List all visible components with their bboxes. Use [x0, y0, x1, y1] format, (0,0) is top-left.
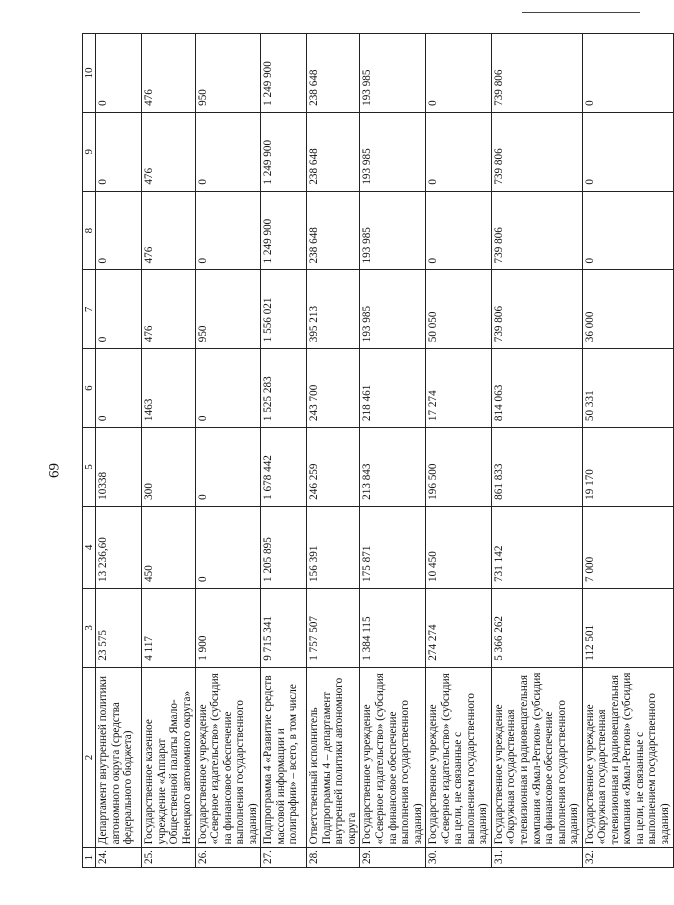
value-cell: 1 525 283: [261, 349, 307, 428]
value-cell: 13 236,60: [96, 506, 142, 588]
value-cell: 476: [142, 191, 195, 270]
value-cell: 739 806: [491, 112, 582, 191]
value-cell: 1 205 895: [261, 506, 307, 588]
value-cell: 218 461: [360, 349, 426, 428]
value-cell: 0: [96, 349, 142, 428]
value-cell: 1 678 442: [261, 428, 307, 507]
value-cell: 950: [195, 270, 261, 349]
value-cell: 1 556 021: [261, 270, 307, 349]
value-cell: 476: [142, 270, 195, 349]
page-number: 69: [46, 463, 63, 478]
value-cell: 9 715 341: [261, 588, 307, 667]
value-cell: 23 575: [96, 588, 142, 667]
value-cell: 10338: [96, 428, 142, 507]
value-cell: 300: [142, 428, 195, 507]
table-row: [426, 34, 492, 868]
value-cell: 0: [426, 112, 492, 191]
table-row: [142, 34, 195, 868]
value-cell: 17 274: [426, 349, 492, 428]
row-number: 28.: [307, 848, 360, 868]
header-cell: 7: [83, 270, 96, 349]
value-cell: 193 985: [360, 34, 426, 113]
table-row: [261, 34, 307, 868]
value-cell: 213 843: [360, 428, 426, 507]
value-cell: 0: [195, 191, 261, 270]
value-cell: 19 170: [582, 428, 673, 507]
value-cell: 739 806: [491, 270, 582, 349]
table-row: [195, 34, 261, 868]
value-cell: 0: [426, 191, 492, 270]
row-name: Ответственный исполнитель Подпрограммы 4 – департамент внутренней политики автономного округа: [307, 667, 360, 848]
value-cell: 246 259: [307, 428, 360, 507]
header-cell: 10: [83, 34, 96, 113]
value-cell: 1 249 900: [261, 191, 307, 270]
value-cell: 1 249 900: [261, 112, 307, 191]
value-cell: 193 985: [360, 112, 426, 191]
value-cell: 4 117: [142, 588, 195, 667]
rotated-table-content: [82, 33, 671, 868]
value-cell: 0: [195, 112, 261, 191]
value-cell: 0: [582, 112, 673, 191]
table-row: [491, 34, 582, 868]
value-cell: 238 648: [307, 34, 360, 113]
row-name: Государственное учреждение «Северное издательство» (субсидия на финансовое обеспечение выполнения государственного задания): [360, 667, 426, 848]
value-cell: 238 648: [307, 112, 360, 191]
value-cell: 0: [96, 112, 142, 191]
value-cell: 243 700: [307, 349, 360, 428]
value-cell: 0: [96, 191, 142, 270]
value-cell: 0: [195, 506, 261, 588]
value-cell: 10 450: [426, 506, 492, 588]
value-cell: 36 000: [582, 270, 673, 349]
value-cell: 112 501: [582, 588, 673, 667]
value-cell: 814 063: [491, 349, 582, 428]
table-row: [96, 34, 142, 868]
table-row: [307, 34, 360, 868]
header-cell: 9: [83, 112, 96, 191]
header-cell: 8: [83, 191, 96, 270]
value-cell: 0: [426, 34, 492, 113]
row-name: Государственное учреждение «Северное издательство» (субсидия на финансовое обеспечение выполнения государственного задания): [195, 667, 261, 848]
header-cell: 1: [83, 848, 96, 868]
top-rule: [522, 12, 640, 13]
budget-table: [82, 33, 674, 868]
value-cell: 50 331: [582, 349, 673, 428]
value-cell: 395 213: [307, 270, 360, 349]
value-cell: 476: [142, 34, 195, 113]
row-number: 25.: [142, 848, 195, 868]
header-cell: 4: [83, 506, 96, 588]
row-name: Государственное учреждение «Северное издательство» (субсидия на цели, не связанные с выполнением государственного задания): [426, 667, 492, 848]
value-cell: 476: [142, 112, 195, 191]
value-cell: 950: [195, 34, 261, 113]
header-cell: 5: [83, 428, 96, 507]
value-cell: 50 050: [426, 270, 492, 349]
value-cell: 0: [96, 34, 142, 113]
value-cell: 1 900: [195, 588, 261, 667]
value-cell: 0: [195, 428, 261, 507]
row-number: 26.: [195, 848, 261, 868]
header-cell: 2: [83, 667, 96, 848]
value-cell: 1463: [142, 349, 195, 428]
value-cell: 238 648: [307, 191, 360, 270]
header-cell: 3: [83, 588, 96, 667]
row-number: 32.: [582, 848, 673, 868]
row-name: Государственное учреждение «Окружная государственная телевизионная и радиовещательная компания «Ямал-Регион» (субсидия на финансовое обеспечение выполнения государственного задания): [491, 667, 582, 848]
row-name: Государственное учреждение «Окружная государственная телевизионная и радиовещательная компания «Ямал-Регион» (субсидия на цели, не связанные с выполнением государственного задания): [582, 667, 673, 848]
rotated-table-frame: [82, 33, 671, 868]
value-cell: 731 142: [491, 506, 582, 588]
row-name: Государственное казенное учреждение «Аппарат Общественной палаты Ямало-Ненецкого автономного округа»: [142, 667, 195, 848]
value-cell: 0: [582, 191, 673, 270]
row-name: Подпрограмма 4 «Развитие средств массовой информации и полиграфии» – всего, в том числе: [261, 667, 307, 848]
value-cell: 1 757 507: [307, 588, 360, 667]
row-number: 27.: [261, 848, 307, 868]
value-cell: 739 806: [491, 34, 582, 113]
value-cell: 0: [195, 349, 261, 428]
value-cell: 1 249 900: [261, 34, 307, 113]
value-cell: 0: [96, 270, 142, 349]
value-cell: 175 871: [360, 506, 426, 588]
table-row: [360, 34, 426, 868]
table-row: [582, 34, 673, 868]
row-number: 31.: [491, 848, 582, 868]
value-cell: 193 985: [360, 191, 426, 270]
value-cell: 7 000: [582, 506, 673, 588]
row-number: 24.: [96, 848, 142, 868]
value-cell: 193 985: [360, 270, 426, 349]
header-cell: 6: [83, 349, 96, 428]
value-cell: 0: [582, 34, 673, 113]
value-cell: 1 384 115: [360, 588, 426, 667]
header-row: [83, 34, 96, 868]
row-number: 30.: [426, 848, 492, 868]
value-cell: 274 274: [426, 588, 492, 667]
value-cell: 196 500: [426, 428, 492, 507]
row-name: Департамент внутренней политики автономного округа (средства федерального бюджета): [96, 667, 142, 848]
value-cell: 450: [142, 506, 195, 588]
value-cell: 739 806: [491, 191, 582, 270]
row-number: 29.: [360, 848, 426, 868]
value-cell: 156 391: [307, 506, 360, 588]
value-cell: 5 366 262: [491, 588, 582, 667]
value-cell: 861 833: [491, 428, 582, 507]
